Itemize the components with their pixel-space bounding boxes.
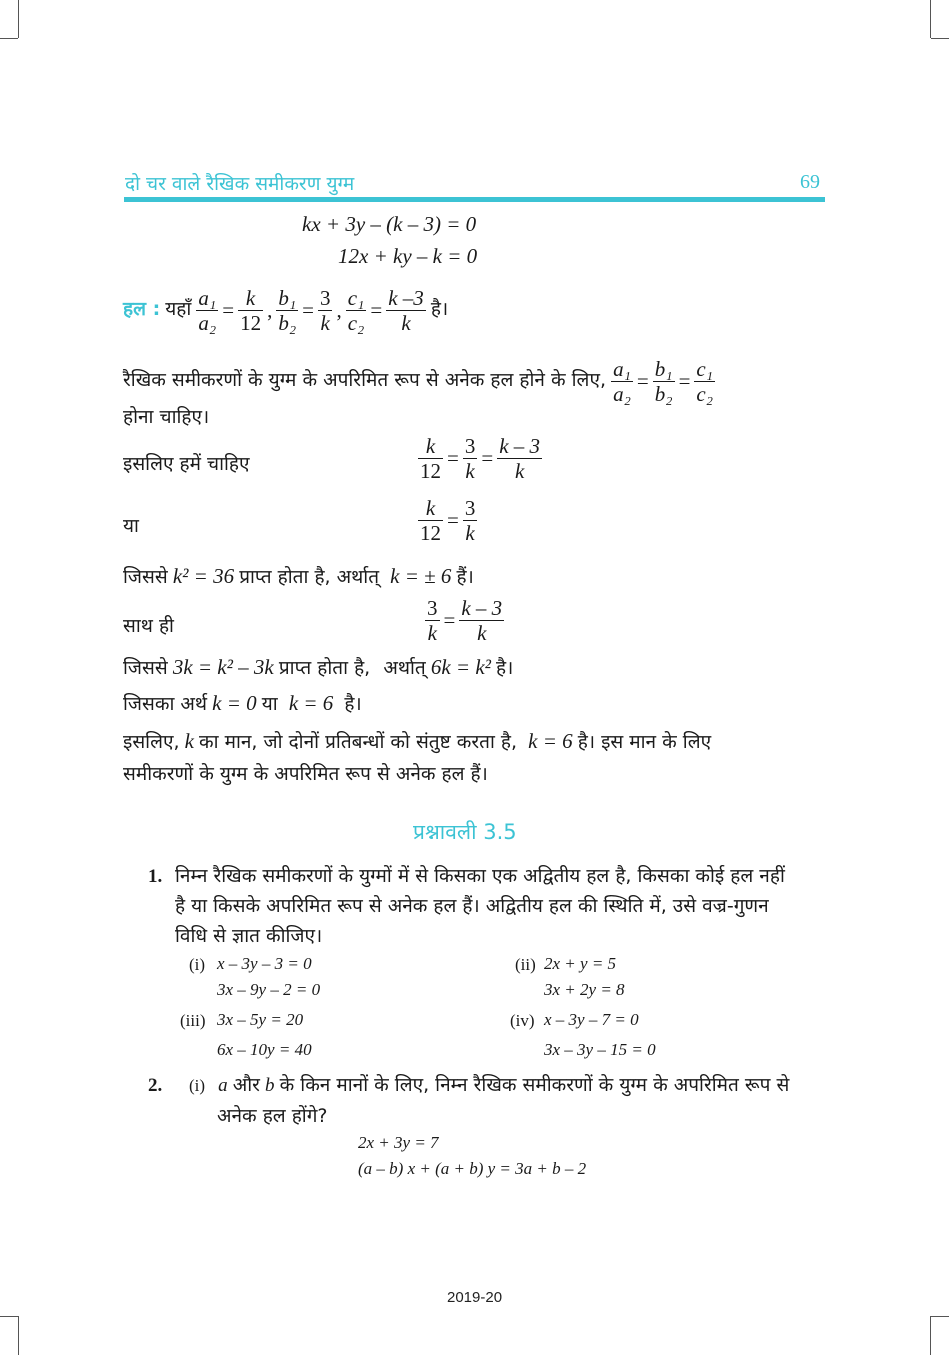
fraction: $\frac{\text{c₁}}{\text{c₂}}$ xyxy=(696,357,714,407)
k6-equation: k = 6 xyxy=(528,729,573,753)
fraction: $\frac{3}{k}$ xyxy=(464,434,476,484)
solution-is: है। xyxy=(430,298,449,321)
question-2-line-1 xyxy=(189,1071,789,1097)
equation-line-2: 12x + ky – k = 0 xyxy=(338,244,478,268)
part-label: (ii) xyxy=(515,955,536,974)
header-rule xyxy=(124,197,825,202)
k6-equation: k = 6 xyxy=(288,691,334,715)
question-number: 1. xyxy=(148,866,163,887)
crop-mark xyxy=(930,0,931,38)
conclusion-text: है। इस मान के लिए xyxy=(577,731,712,753)
obtained-text: प्राप्त होता है, xyxy=(278,657,371,679)
crop-mark xyxy=(931,1316,949,1317)
crop-mark xyxy=(931,38,949,39)
3k-equation: 3k = k² – 3k xyxy=(172,655,274,679)
fraction: $\frac{\text{a₁}}{\text{a₂}}$ xyxy=(198,286,217,336)
6k-equation: 6k = k² xyxy=(430,655,491,679)
fraction: $\frac{3}{k}$ xyxy=(464,496,476,546)
question-text: है या किसके अपरिमित रूप से अनेक हल हैं। अद्वितीय हल की स्थिति में, उसे वज्र-गुणन xyxy=(175,895,769,917)
footer-year: 2019-20 xyxy=(447,1289,503,1306)
question-text: निम्न रैखिक समीकरणों के युग्मों में से किसका एक अद्वितीय हल है, किसका कोई हल नहीं xyxy=(175,865,785,887)
running-header-title: दो चर वाले रैखिक समीकरण युग्म xyxy=(125,173,355,195)
fraction: $\frac{k -3}{k}$ xyxy=(388,286,424,336)
must-be-text: होना चाहिए। xyxy=(123,406,210,428)
fraction: $\frac{3}{k}$ xyxy=(319,286,331,336)
part-equation: 3x – 3y – 15 = 0 xyxy=(544,1040,656,1059)
or-text: या xyxy=(123,515,139,537)
fraction: $\frac{k - 3}{k}$ xyxy=(461,596,503,646)
part-equation: 3x + 2y = 8 xyxy=(544,980,625,999)
question-equation: (a – b) x + (a + b) y = 3a + b – 2 xyxy=(358,1159,587,1178)
conclusion-text: का मान, जो दोनों प्रतिबन्धों को संतुष्ट करता है, xyxy=(199,731,518,753)
is-text: है। xyxy=(496,657,514,679)
question-equation: 2x + 3y = 7 xyxy=(358,1133,439,1152)
k-squared-line xyxy=(123,563,474,589)
part-equation: 6x – 10y = 40 xyxy=(217,1040,312,1059)
meaning-line xyxy=(123,690,362,716)
part-equation: x – 3y – 7 = 0 xyxy=(544,1010,639,1029)
therefore-need: इसलिए हमें चाहिए xyxy=(123,453,250,475)
fraction: $\frac{k}{12}$ xyxy=(240,286,262,336)
variable-k: k xyxy=(184,729,194,753)
question-text: अनेक हल होंगे? xyxy=(217,1105,328,1127)
fraction: $\frac{\text{c₁}}{\text{c₂}}$ xyxy=(347,286,365,336)
part-equation: 2x + y = 5 xyxy=(544,954,617,973)
fraction: $\frac{\text{b₁}}{\text{b₂}}$ xyxy=(654,357,673,407)
fraction: $\frac{3}{k}$ xyxy=(427,596,438,646)
page-number: 69 xyxy=(800,171,820,193)
that-is-text: अर्थात् xyxy=(383,657,426,679)
k0-equation: k = 0 xyxy=(212,691,257,715)
conclusion-line-2: समीकरणों के युग्म के अपरिमित रूप से अनेक हल हैं। xyxy=(123,763,488,785)
crop-mark xyxy=(930,1316,931,1355)
part-equation: 3x – 5y = 20 xyxy=(217,1010,304,1029)
conclusion-line-1 xyxy=(123,728,711,754)
exercise-title: प्रश्नावली 3.5 xyxy=(413,820,517,844)
crop-mark xyxy=(18,1316,19,1355)
ratio-row-2: $\frac{k}{12}$ = $\frac{3}{k}$ xyxy=(420,496,476,546)
fraction: $\frac{\text{b₁}}{\text{b₂}}$ xyxy=(278,286,297,336)
condition-line: रैखिक समीकरणों के युग्म के अपरिमित रूप से अनेक हल होने के लिए, $\frac{\text{a₁}}{\text{a₂}}$ = $\frac{\text{b₁}}{\text{b₂}}$ = $\frac{\text{c₁}}{\text{c₂}}$ xyxy=(123,357,714,407)
fraction: $\frac{k - 3}{k}$ xyxy=(499,434,541,484)
equation-line-1: kx + 3y – (k – 3) = 0 xyxy=(302,212,477,236)
3k-line xyxy=(123,654,513,680)
condition-text: रैखिक समीकरणों के युग्म के अपरिमित रूप से अनेक हल होने के लिए, xyxy=(123,369,606,392)
part-equation: x – 3y – 3 = 0 xyxy=(217,954,312,973)
question-text: के किन मानों के लिए, निम्न रैखिक समीकरणों के युग्म के अपरिमित रूप से xyxy=(279,1074,790,1096)
solution-here: यहाँ xyxy=(165,298,192,321)
question-text: विधि से ज्ञात कीजिए। xyxy=(175,925,323,947)
variable-b: b xyxy=(265,1075,275,1096)
variable-a: a xyxy=(218,1075,228,1096)
are-text: हैं। xyxy=(456,566,474,588)
crop-mark xyxy=(0,1316,18,1317)
crop-mark xyxy=(0,38,18,39)
solution-line: हल : यहाँ $\frac{\text{a₁}}{\text{a₂}}$ = $\frac{k}{12}$ , $\frac{\text{b₁}}{\text{b₂}}$ = $\frac{3}{k}$ , $\frac{\text{c₁}}{\text{c₂}}$ = $\frac{k -3}{k}$ है। xyxy=(123,286,449,336)
and-text: और xyxy=(232,1074,260,1096)
k-plus-minus-6: k = ± 6 xyxy=(390,564,452,588)
part-label: (iii) xyxy=(180,1011,206,1030)
fraction: $\frac{k}{12}$ xyxy=(420,434,441,484)
or-text: या xyxy=(261,693,278,715)
fraction: $\frac{\text{a₁}}{\text{a₂}}$ xyxy=(613,357,631,407)
part-label: (i) xyxy=(189,955,206,974)
conclusion-text: इसलिए, xyxy=(123,731,180,753)
part-equation: 3x – 9y – 2 = 0 xyxy=(217,980,321,999)
crop-mark xyxy=(18,0,19,38)
question-number: 2. xyxy=(148,1075,163,1096)
ratio-row-3: $\frac{3}{k}$ = $\frac{k - 3}{k}$ xyxy=(427,596,503,646)
fraction: $\frac{k}{12}$ xyxy=(420,496,441,546)
is-text: है। xyxy=(344,693,362,715)
solution-label: हल : xyxy=(123,298,161,321)
k2-equation: k² = 36 xyxy=(172,564,235,588)
ratio-row-1: $\frac{k}{12}$ = $\frac{3}{k}$ = $\frac{k - 3}{k}$ xyxy=(420,434,541,484)
part-label: (i) xyxy=(189,1076,206,1095)
from-which-text: जिससे xyxy=(123,566,168,588)
part-label: (iv) xyxy=(510,1011,535,1030)
obtained-text: प्राप्त होता है, अर्थात् xyxy=(239,566,380,588)
meaning-text: जिसका अर्थ xyxy=(123,693,208,715)
from-which-text: जिससे xyxy=(123,657,168,679)
also-text: साथ ही xyxy=(123,615,174,637)
